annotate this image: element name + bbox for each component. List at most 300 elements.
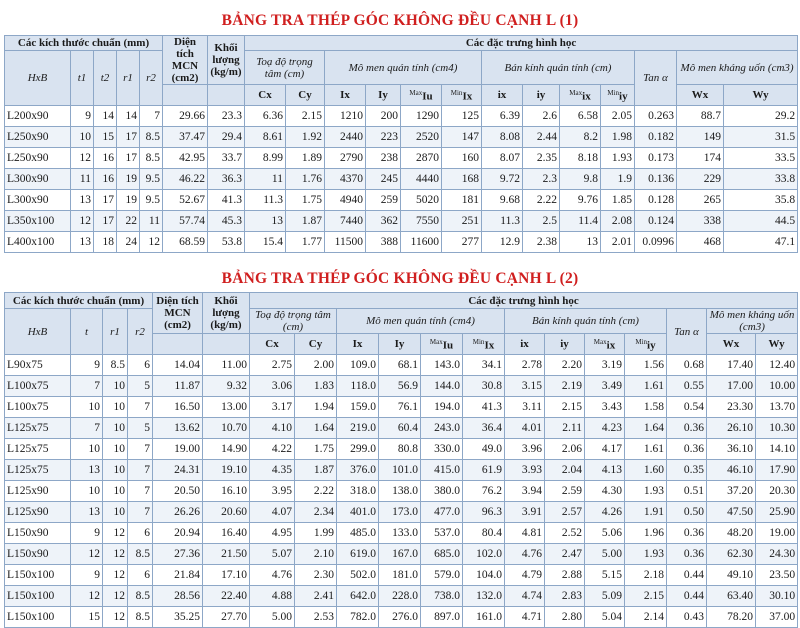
value-cell: 168	[442, 169, 482, 190]
value-cell: 12	[103, 586, 128, 607]
value-cell: 1.93	[625, 481, 667, 502]
value-cell: 15	[94, 127, 117, 148]
value-cell: 2.5	[523, 211, 560, 232]
value-cell: 245	[366, 169, 401, 190]
value-cell: 143.0	[421, 355, 463, 376]
value-cell: 101.0	[379, 460, 421, 481]
value-cell: 2.15	[286, 106, 325, 127]
section-name-cell: L125x90	[5, 502, 71, 523]
value-cell: 149	[677, 127, 724, 148]
value-cell: 181	[442, 190, 482, 211]
value-cell: 26.26	[153, 502, 203, 523]
value-cell: 61.9	[463, 460, 505, 481]
value-cell: 8.61	[245, 127, 286, 148]
inertia-group-header: Mô men quán tính (cm4)	[325, 51, 482, 85]
value-cell: 0.136	[635, 169, 677, 190]
value-cell: 35.25	[153, 607, 203, 628]
value-cell: 579.0	[421, 565, 463, 586]
value-cell: 219.0	[337, 418, 379, 439]
value-cell: 2.15	[545, 397, 585, 418]
value-cell: 41.3	[208, 190, 245, 211]
value-cell: 12	[140, 232, 163, 253]
value-cell: 468	[677, 232, 724, 253]
value-cell: 37.00	[756, 607, 798, 628]
value-cell: 223	[366, 127, 401, 148]
value-cell: 11500	[325, 232, 366, 253]
table1-body	[5, 106, 798, 253]
table-row	[5, 607, 798, 628]
value-cell: 3.94	[505, 481, 545, 502]
value-cell: 15.4	[245, 232, 286, 253]
value-cell: 415.0	[421, 460, 463, 481]
value-cell: 11.3	[482, 211, 523, 232]
value-cell: 2.30	[295, 565, 337, 586]
value-cell: 78.20	[707, 607, 756, 628]
section-name-cell: L125x90	[5, 481, 71, 502]
value-cell: 19.10	[203, 460, 250, 481]
r2-header: r2	[128, 309, 153, 355]
dims-group-header: Các kích thước chuẩn (mm)	[5, 293, 153, 309]
value-cell: 7	[128, 502, 153, 523]
value-cell: 6.36	[245, 106, 286, 127]
section-name-cell: L150x100	[5, 565, 71, 586]
value-cell: 16	[94, 169, 117, 190]
value-cell: 277	[442, 232, 482, 253]
value-cell: 17	[94, 190, 117, 211]
value-cell: 57.74	[163, 211, 208, 232]
value-cell: 10.70	[203, 418, 250, 439]
value-cell: 41.3	[463, 397, 505, 418]
value-cell: 2.20	[545, 355, 585, 376]
value-cell: 10.00	[756, 376, 798, 397]
value-cell: 4.17	[585, 439, 625, 460]
table1	[4, 35, 798, 253]
value-cell: 0.36	[667, 544, 707, 565]
value-cell: 8.99	[245, 148, 286, 169]
value-cell: 0.36	[667, 418, 707, 439]
value-cell: 76.2	[463, 481, 505, 502]
section-name-cell: L250x90	[5, 127, 71, 148]
value-cell: 4.81	[505, 523, 545, 544]
value-cell: 11	[71, 169, 94, 190]
value-cell: 5.07	[250, 544, 295, 565]
value-cell: 1.93	[625, 544, 667, 565]
value-cell: 8.5	[128, 607, 153, 628]
value-cell: 17.00	[707, 376, 756, 397]
value-cell: 2520	[401, 127, 442, 148]
value-cell: 11.87	[153, 376, 203, 397]
value-cell: 138.0	[379, 481, 421, 502]
value-cell: 2.11	[545, 418, 585, 439]
value-cell: 10	[103, 397, 128, 418]
value-cell: 0.50	[667, 502, 707, 523]
value-cell: 10.30	[756, 418, 798, 439]
value-cell: 4.30	[585, 481, 625, 502]
value-cell: 7440	[325, 211, 366, 232]
value-cell: 60.4	[379, 418, 421, 439]
value-cell: 330.0	[421, 439, 463, 460]
value-cell: 642.0	[337, 586, 379, 607]
value-cell: 8.18	[560, 148, 601, 169]
value-cell: 118.0	[337, 376, 379, 397]
value-cell: 2440	[325, 127, 366, 148]
value-cell: 2.47	[545, 544, 585, 565]
area-header: Diện tích MCN (cm2)	[153, 293, 203, 334]
value-cell: 194.0	[421, 397, 463, 418]
value-cell: 265	[677, 190, 724, 211]
table-row	[5, 523, 798, 544]
value-cell: 4940	[325, 190, 366, 211]
value-cell: 2.35	[523, 148, 560, 169]
value-cell: 13	[560, 232, 601, 253]
value-cell: 24	[117, 232, 140, 253]
value-cell: 4.23	[585, 418, 625, 439]
value-cell: 1.85	[601, 190, 635, 211]
value-cell: 173.0	[379, 502, 421, 523]
value-cell: 12	[103, 523, 128, 544]
value-cell: 4.01	[505, 418, 545, 439]
section-group-header: Mô men kháng uốn (cm3)	[707, 309, 798, 334]
value-cell: 7	[128, 439, 153, 460]
value-cell: 401.0	[337, 502, 379, 523]
value-cell: 28.56	[153, 586, 203, 607]
value-cell: 6	[128, 523, 153, 544]
cx-header: Cx	[250, 334, 295, 355]
value-cell: 2.08	[601, 211, 635, 232]
value-cell: 13	[71, 502, 103, 523]
value-cell: 1.87	[286, 211, 325, 232]
table-row	[5, 397, 798, 418]
value-cell: 0.124	[635, 211, 677, 232]
value-cell: 30.10	[756, 586, 798, 607]
value-cell: 26.10	[707, 418, 756, 439]
value-cell: 7	[128, 397, 153, 418]
value-cell: 181.0	[379, 565, 421, 586]
value-cell: 4.79	[505, 565, 545, 586]
table2-title: BẢNG TRA THÉP GÓC KHÔNG ĐỀU CẠNH L (2)	[221, 270, 579, 287]
value-cell: 2.53	[295, 607, 337, 628]
value-cell: 4.26	[585, 502, 625, 523]
value-cell: 2.06	[545, 439, 585, 460]
value-cell: 24.30	[756, 544, 798, 565]
value-cell: 22.40	[203, 586, 250, 607]
value-cell: 37.20	[707, 481, 756, 502]
value-cell: 24.31	[153, 460, 203, 481]
value-cell: 502.0	[337, 565, 379, 586]
value-cell: 1.92	[286, 127, 325, 148]
props-group-header: Các đặc trưng hình học	[245, 36, 798, 51]
t-header: t	[71, 309, 103, 355]
value-cell: 31.5	[724, 127, 798, 148]
table-row	[5, 502, 798, 523]
value-cell: 318.0	[337, 481, 379, 502]
centroid-group-header: Toạ độ trọng tâm (cm)	[245, 51, 325, 85]
value-cell: 2.75	[250, 355, 295, 376]
value-cell: 0.44	[667, 565, 707, 586]
section-name-cell: L125x75	[5, 418, 71, 439]
value-cell: 4.95	[250, 523, 295, 544]
rv-header: $^{Min}$iy	[601, 85, 635, 106]
value-cell: 4.76	[505, 544, 545, 565]
value-cell: 2.18	[625, 565, 667, 586]
iu-header: $^{Max}$Iu	[421, 334, 463, 355]
value-cell: 167.0	[379, 544, 421, 565]
value-cell: 2.14	[625, 607, 667, 628]
value-cell: 23.3	[208, 106, 245, 127]
value-cell: 1.64	[625, 418, 667, 439]
dims-group-header: Các kích thước chuẩn (mm)	[5, 36, 163, 51]
value-cell: 3.06	[250, 376, 295, 397]
area-header: Diện tích MCN (cm2)	[163, 36, 208, 85]
value-cell: 5.09	[585, 586, 625, 607]
value-cell: 276.0	[379, 607, 421, 628]
value-cell: 0.173	[635, 148, 677, 169]
value-cell: 2.78	[505, 355, 545, 376]
table-row	[5, 418, 798, 439]
section-name-cell: L125x75	[5, 460, 71, 481]
value-cell: 52.67	[163, 190, 208, 211]
value-cell: 6	[128, 565, 153, 586]
value-cell: 13	[71, 190, 94, 211]
value-cell: 388	[366, 232, 401, 253]
value-cell: 1.98	[601, 127, 635, 148]
value-cell: 12	[71, 211, 94, 232]
ry-header: iy	[523, 85, 560, 106]
table-row	[5, 106, 798, 127]
value-cell: 5.06	[585, 523, 625, 544]
table-row	[5, 544, 798, 565]
value-cell: 380.0	[421, 481, 463, 502]
value-cell: 160	[442, 148, 482, 169]
value-cell: 48.20	[707, 523, 756, 544]
value-cell: 2.59	[545, 481, 585, 502]
r1-header: r1	[103, 309, 128, 355]
value-cell: 8.5	[103, 355, 128, 376]
table2-body	[5, 355, 798, 628]
value-cell: 1.77	[286, 232, 325, 253]
value-cell: 3.11	[505, 397, 545, 418]
value-cell: 5.04	[585, 607, 625, 628]
section-name-cell: L90x75	[5, 355, 71, 376]
value-cell: 132.0	[463, 586, 505, 607]
value-cell: 14.90	[203, 439, 250, 460]
value-cell: 7	[71, 418, 103, 439]
value-cell: 35.8	[724, 190, 798, 211]
value-cell: 33.8	[724, 169, 798, 190]
value-cell: 0.54	[667, 397, 707, 418]
value-cell: 9.5	[140, 190, 163, 211]
value-cell: 20.30	[756, 481, 798, 502]
value-cell: 4.13	[585, 460, 625, 481]
table-row	[5, 211, 798, 232]
value-cell: 33.7	[208, 148, 245, 169]
value-cell: 12.40	[756, 355, 798, 376]
value-cell: 5	[128, 376, 153, 397]
value-cell: 4.71	[505, 607, 545, 628]
value-cell: 4370	[325, 169, 366, 190]
value-cell: 2.00	[295, 355, 337, 376]
value-cell: 0.263	[635, 106, 677, 127]
value-cell: 10	[71, 127, 94, 148]
value-cell: 14.04	[153, 355, 203, 376]
value-cell: 125	[442, 106, 482, 127]
value-cell: 0.36	[667, 523, 707, 544]
t1-header: t1	[71, 51, 94, 106]
table-row	[5, 232, 798, 253]
value-cell: 10	[71, 397, 103, 418]
value-cell: 2.05	[601, 106, 635, 127]
value-cell: 9	[71, 106, 94, 127]
section-name-cell: L100x75	[5, 376, 71, 397]
value-cell: 8.5	[140, 127, 163, 148]
value-cell: 0.44	[667, 586, 707, 607]
value-cell: 1.76	[286, 169, 325, 190]
value-cell: 1.93	[601, 148, 635, 169]
ru-header: $^{Max}$ix	[560, 85, 601, 106]
value-cell: 9.68	[482, 190, 523, 211]
value-cell: 1.64	[295, 418, 337, 439]
value-cell: 1.83	[295, 376, 337, 397]
value-cell: 9	[71, 565, 103, 586]
value-cell: 11	[245, 169, 286, 190]
value-cell: 17.10	[203, 565, 250, 586]
value-cell: 7	[140, 106, 163, 127]
value-cell: 9.32	[203, 376, 250, 397]
r1-header: r1	[117, 51, 140, 106]
value-cell: 10	[103, 376, 128, 397]
value-cell: 36.3	[208, 169, 245, 190]
iu-header: $^{Max}$Iu	[401, 85, 442, 106]
radius-group-header: Bán kính quán tính (cm)	[505, 309, 667, 334]
value-cell: 44.5	[724, 211, 798, 232]
value-cell: 0.68	[667, 355, 707, 376]
hxb-header: HxB	[5, 51, 71, 106]
value-cell: 9.76	[560, 190, 601, 211]
hxb-header: HxB	[5, 309, 71, 355]
value-cell: 19.00	[153, 439, 203, 460]
value-cell: 2.19	[545, 376, 585, 397]
value-cell: 2.83	[545, 586, 585, 607]
value-cell: 2.44	[523, 127, 560, 148]
section-name-cell: L150x100	[5, 607, 71, 628]
value-cell: 7	[71, 376, 103, 397]
value-cell: 1.61	[625, 376, 667, 397]
value-cell: 13	[245, 211, 286, 232]
value-cell: 1.75	[295, 439, 337, 460]
value-cell: 102.0	[463, 544, 505, 565]
value-cell: 3.19	[585, 355, 625, 376]
value-cell: 12	[71, 148, 94, 169]
value-cell: 11.4	[560, 211, 601, 232]
value-cell: 33.5	[724, 148, 798, 169]
value-cell: 68.1	[379, 355, 421, 376]
value-cell: 3.49	[585, 376, 625, 397]
value-cell: 6.58	[560, 106, 601, 127]
value-cell: 109.0	[337, 355, 379, 376]
value-cell: 4.07	[250, 502, 295, 523]
value-cell: 29.2	[724, 106, 798, 127]
table2	[4, 292, 798, 628]
value-cell: 46.10	[707, 460, 756, 481]
value-cell: 6	[128, 355, 153, 376]
value-cell: 144.0	[421, 376, 463, 397]
section-name-cell: L400x100	[5, 232, 71, 253]
value-cell: 15	[71, 607, 103, 628]
value-cell: 537.0	[421, 523, 463, 544]
value-cell: 13.70	[756, 397, 798, 418]
table-row	[5, 439, 798, 460]
value-cell: 0.35	[667, 460, 707, 481]
value-cell: 104.0	[463, 565, 505, 586]
value-cell: 10	[71, 481, 103, 502]
value-cell: 23.30	[707, 397, 756, 418]
value-cell: 8.5	[128, 544, 153, 565]
value-cell: 2.88	[545, 565, 585, 586]
value-cell: 23.50	[756, 565, 798, 586]
table-row	[5, 586, 798, 607]
value-cell: 477.0	[421, 502, 463, 523]
section-name-cell: L125x75	[5, 439, 71, 460]
value-cell: 8.5	[140, 148, 163, 169]
value-cell: 49.10	[707, 565, 756, 586]
rx-header: ix	[505, 334, 545, 355]
value-cell: 12	[103, 565, 128, 586]
value-cell: 53.8	[208, 232, 245, 253]
value-cell: 10	[103, 460, 128, 481]
value-cell: 12	[103, 544, 128, 565]
value-cell: 17.40	[707, 355, 756, 376]
value-cell: 3.91	[505, 502, 545, 523]
value-cell: 80.8	[379, 439, 421, 460]
value-cell: 11.00	[203, 355, 250, 376]
value-cell: 18	[94, 232, 117, 253]
section-name-cell: L250x90	[5, 148, 71, 169]
value-cell: 2.01	[601, 232, 635, 253]
ry-header: iy	[545, 334, 585, 355]
value-cell: 17.90	[756, 460, 798, 481]
section-name-cell: L200x90	[5, 106, 71, 127]
value-cell: 4.10	[250, 418, 295, 439]
value-cell: 133.0	[379, 523, 421, 544]
ix-header: Ix	[337, 334, 379, 355]
value-cell: 619.0	[337, 544, 379, 565]
value-cell: 200	[366, 106, 401, 127]
value-cell: 47.1	[724, 232, 798, 253]
value-cell: 0.43	[667, 607, 707, 628]
value-cell: 2.52	[545, 523, 585, 544]
value-cell: 738.0	[421, 586, 463, 607]
value-cell: 12	[71, 544, 103, 565]
value-cell: 13.62	[153, 418, 203, 439]
value-cell: 46.22	[163, 169, 208, 190]
value-cell: 3.43	[585, 397, 625, 418]
value-cell: 338	[677, 211, 724, 232]
section-name-cell: L150x100	[5, 586, 71, 607]
value-cell: 11600	[401, 232, 442, 253]
value-cell: 3.93	[505, 460, 545, 481]
value-cell: 2.38	[523, 232, 560, 253]
table-row	[5, 460, 798, 481]
value-cell: 42.95	[163, 148, 208, 169]
value-cell: 29.4	[208, 127, 245, 148]
value-cell: 2.41	[295, 586, 337, 607]
value-cell: 17	[117, 127, 140, 148]
value-cell: 20.50	[153, 481, 203, 502]
table-row	[5, 565, 798, 586]
table1-title: BẢNG TRA THÉP GÓC KHÔNG ĐỀU CẠNH L (1)	[221, 12, 579, 29]
ru-header: $^{Max}$ix	[585, 334, 625, 355]
value-cell: 6.39	[482, 106, 523, 127]
